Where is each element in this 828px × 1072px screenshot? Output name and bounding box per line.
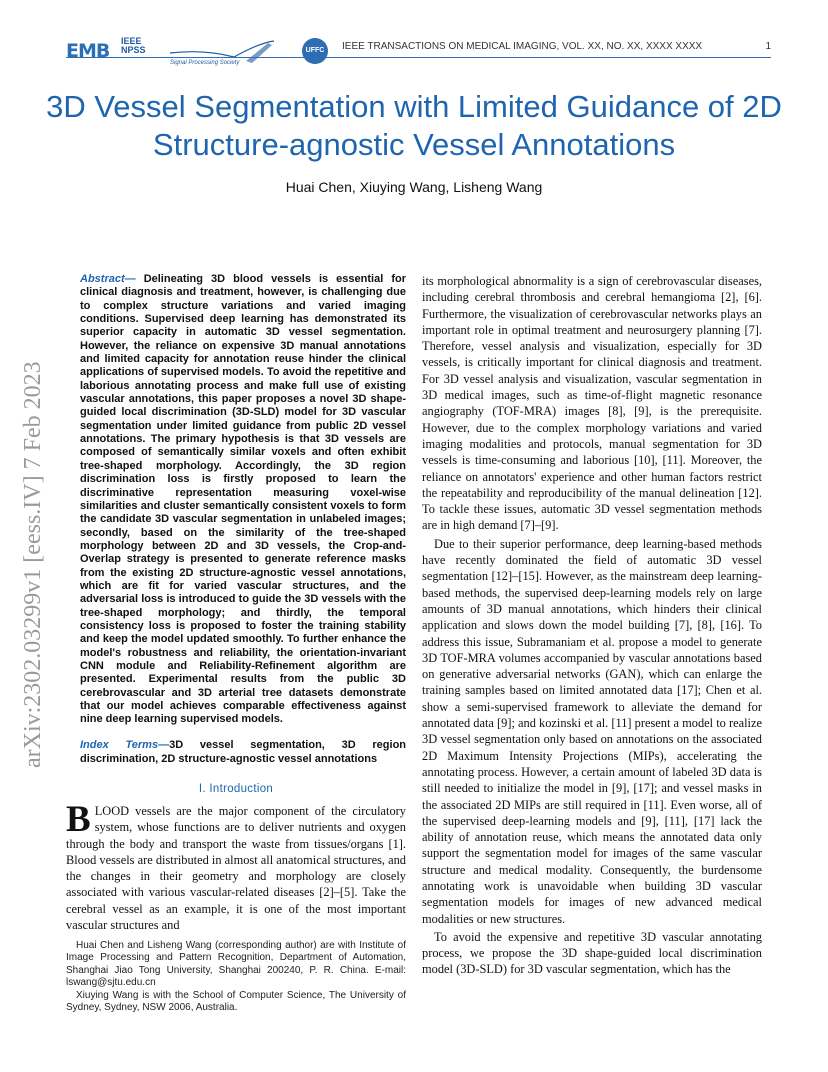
header-divider <box>66 57 771 58</box>
introduction-text: LOOD vessels are the major component of the circulatory system, whose functions are to deliver nutrients and oxygen through the body and transport the waste from tissues/organs [1]. Blood vessels are distributed in almost all anatomical structures, and the changes in their geometry and morphology are closely associated with various vascular-related diseases [2]–[5]. Take the cerebral vessel as an example, it is one of the most important vascular structures and <box>66 804 406 933</box>
dropcap-letter: B <box>66 799 91 840</box>
abstract-label: Abstract <box>80 273 125 285</box>
right-paragraph-1: its morphological abnormality is a sign of cerebrovascular diseases, including cerebral thrombosis and cerebral hemangioma [2], [6]. Furthermore, the visualization of cerebrovascular networks plays an important role in optimal treatment and neurosurgery planning [7]. Therefore, vessel analysis and visualization, especially for 3D vessels, is critically important for clinical diagnosis and treatment. For 3D vessel analysis and visualization, vascular segmentation in 3D medical images, such as time-of-flight magnetic resonance angiography (TOF-MRA) images [8], [9], is the prerequisite. However, due to the complex morphology variations and varied imaging modalities and protocols, manual segmentation for 3D vessels is time-consuming and laborious [10], [11]. Moreover, the reliance on annotators' experience and other human factors restrict the repeatability and reproducibility of the manual delineation [12]. To tackle these issues, automatic 3D vessel segmentation methods are in high demand [7]–[9]. <box>422 274 762 533</box>
right-paragraph-2: Due to their superior performance, deep learning-based methods have recently dominated the field of automatic 3D vessel segmentation [12]–[15]. However, as the mainstream deep learning-based methods, the supervised deep-learning models rely on large amounts of 3D manual annotations, which hinders their clinical application and slows down the model building [7], [8], [16]. To address this issue, Subramaniam et al. propose a model to generate 3D TOF-MRA volumes accompanied by vascular annotations based on generative adversarial networks (GAN), which can enlarge the training samples based on limited annotated data [17]; Chen et al. show a semi-supervised framework to alleviate the demand for annotated data [9]; and kozinski et al. [11] present a model to realize 3D vessel segmentation only based on annotations on the associated 2D Maximum Intensity Projections (MIPs), accelerating the annotating process. However, a certain amount of labeled 3D data is still needed to initialize the model in [9], [17]; and vessel masks in the associated 2D MIPs are still required in [11]. Even worse, all of the supervised deep-learning models and [9], [11], [17] lack the ability of annotation reuse, which means the annotated data only support the segmentation model for images of the same vascular structure and medical modality. Consequently, the burdensome annotating work is unavoidable when building 3D vascular segmentation models for images of new advanced medical modalities or new structures. <box>422 536 762 926</box>
abstract-text: Delineating 3D blood vessels is essential for clinical diagnosis and treatment, however, is challenging due to complex structure variations and varied imaging conditions. Supervised deep learning has demonstrated its superior capacity in automatic 3D vessel segmentation. However, the reliance on expensive 3D manual annotations and limited capacity for annotation reuse hinder the clinical applications of supervised models. To avoid the repetitive and laborious annotating process and make full use of existing vascular annotations, this paper proposes a novel 3D shape-guided local discrimination (3D-SLD) model for 3D vascular segmentation under limited guidance from public 2D vessel annotations. The primary hypothesis is that 3D vessels are composed of semantically similar voxels and often exhibit tree-shaped morphology. Accordingly, the 3D region discrimination loss is firstly proposed to learn the discriminative representation measuring voxel-wise similarities and cluster semantically consistent voxels to form the candidate 3D vascular segmentation in unlabeled images; secondly, based on the similarity of the tree-shaped morphology between 2D and 3D vessels, the Crop-and-Overlap strategy is presented to generate reference masks from the existing 2D structure-agnostic vessel annotations, which are fit for varied vascular structures, and the adversarial loss is introduced to guide the 3D vessels with the tree-shaped morphology; and thirdly, the temporal consistency loss is proposed to foster the training stability and keep the model updated smoothly. To further enhance the model's robustness and reliability, the orientation-invariant CNN module and Reliability-Refinement algorithm are presented. Experimental results from the public 3D cerebrovascular and 3D arterial tree datasets demonstrate that our model achieves comparable effectiveness against nine deep learning supervised models. <box>80 273 406 726</box>
sps-text: Signal Processing Society <box>170 60 240 66</box>
right-paragraph-3: To avoid the expensive and repetitive 3D vascular annotating process, we propose the 3D shape-guided local discrimination model (3D-SLD) for 3D vascular segmentation, which has the <box>422 929 762 977</box>
journal-name: IEEE TRANSACTIONS ON MEDICAL IMAGING, VOL. XX, NO. XX, XXXX XXXX <box>342 41 703 52</box>
footnote-affiliation-1: Huai Chen and Lisheng Wang (corresponding author) are with Institute of Image Processing and Pattern Recognition, Department of Automation, Shanghai Jiao Tong University, Shanghai 200240, P. R. China. E-mail: lswang@sjtu.edu.cn <box>66 940 406 989</box>
footnote-affiliation-2: Xiuying Wang is with the School of Computer Science, The University of Sydney, Sydney, NSW 2006, Australia. <box>66 989 406 1014</box>
page-header <box>66 36 771 70</box>
introduction-paragraph <box>66 799 406 933</box>
index-terms-text: 3D vessel segmentation, 3D region discrimination, 2D structure-agnostic vessel annotations <box>80 739 407 765</box>
emb-logo: EMB <box>66 40 110 62</box>
npss-logo <box>121 37 146 55</box>
footnotes <box>66 940 406 1014</box>
right-column <box>422 273 762 978</box>
arxiv-stamp: arXiv:2302.03299v1 [eess.IV] 7 Feb 2023 <box>20 361 46 768</box>
index-terms-label: Index Terms <box>80 739 159 751</box>
paper-title: 3D Vessel Segmentation with Limited Guidance of 2D Structure-agnostic Vessel Annotations <box>46 89 782 162</box>
section-heading-introduction: I. Introduction <box>198 783 274 795</box>
abstract: Abstract— Delineating 3D blood vessels is essential for clinical diagnosis and treatment, however, is challenging due to complex structure variations and varied imaging conditions. Supervised deep learning has demonstrated its superior capacity in automatic 3D vessel segmentation. However, the reliance on expensive 3D manual annotations and limited capacity for annotation reuse hinder the clinical applications of supervised models. To avoid the repetitive and laborious annotating process and make full use of existing vascular annotations, this paper proposes a novel 3D shape-guided local discrimination (3D-SLD) model for 3D vascular segmentation under limited guidance from public 2D vessel annotations. The primary hypothesis is that 3D vessels are composed of semantically similar voxels and often exhibit tree-shaped morphology. Accordingly, the 3D region discrimination loss is firstly proposed to learn the discriminative representation measuring voxel-wise similarities and cluster semantically consistent voxels to form the candidate 3D vascular segmentation in unlabeled images; secondly, based on the similarity of the tree-shaped morphology between 2D and 3D vessels, the Crop-and-Overlap strategy is presented to generate reference masks from the existing 2D structure-agnostic vessel annotations, which are fit for varied vascular structures, and the adversarial loss is introduced to guide the 3D vessels with the tree-shaped morphology; and thirdly, the temporal consistency loss is proposed to foster the training stability and keep the model updated smoothly. To further enhance the model's robustness and reliability, the orientation-invariant CNN module and Reliability-Refinement algorithm are presented. Experimental results from the public 3D cerebrovascular and 3D arterial tree datasets demonstrate that our model achieves comparable effectiveness against nine deep learning supervised models. <box>80 273 406 726</box>
paper-authors: Huai Chen, Xiuying Wang, Lisheng Wang <box>285 179 543 195</box>
uffc-logo: UFFC <box>302 38 328 64</box>
npss-text: NPSS <box>121 45 146 55</box>
signal-processing-society-logo <box>164 39 282 67</box>
page-number: 1 <box>765 41 771 52</box>
npss-ieee-text: IEEE <box>121 36 142 46</box>
index-terms: Index Terms—3D vessel segmentation, 3D region discrimination, 2D structure-agnostic vessel annotations <box>80 739 407 765</box>
